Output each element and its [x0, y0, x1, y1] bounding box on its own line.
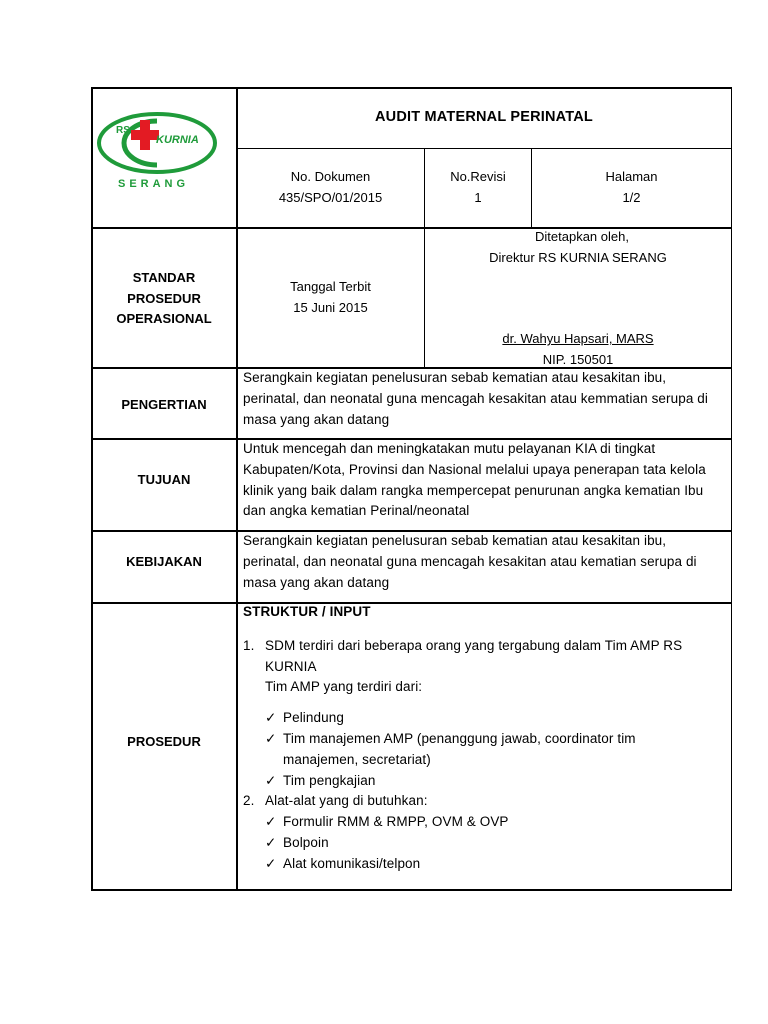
issue-date-label: Tanggal Terbit — [290, 279, 371, 294]
item-2-number: 2. — [243, 793, 255, 809]
director-title: Direktur RS KURNIA SERANG — [489, 249, 667, 265]
prosedur-item-1 — [243, 636, 729, 698]
logo-city-text: SERANG — [118, 178, 190, 190]
signer-name: dr. Wahyu Hapsari, MARS — [502, 331, 654, 346]
checklist-item-text: Bolpoin — [283, 834, 329, 850]
doc-number-cell — [237, 167, 424, 208]
logo-rs-text: RS — [116, 125, 130, 136]
revision-value: 1 — [474, 189, 482, 205]
checklist-item — [265, 771, 729, 792]
approval-cell — [425, 227, 731, 268]
sop-label — [92, 268, 236, 330]
border-bottom — [91, 889, 732, 891]
page-label: Halaman — [605, 169, 658, 184]
checkmark-icon: ✓ — [265, 730, 277, 746]
item-1-number: 1. — [243, 637, 255, 653]
checkmark-icon: ✓ — [265, 710, 277, 726]
revision-label: No.Revisi — [450, 169, 506, 184]
page-cell — [532, 167, 731, 208]
kebijakan-label: KEBIJAKAN — [126, 554, 202, 569]
checklist-item-text: Pelindung — [283, 710, 344, 726]
revision-cell — [425, 167, 531, 208]
sop-label-line: OPERASIONAL — [116, 311, 212, 326]
checklist-item — [265, 729, 729, 771]
checklist-item-text-cont: manajemen, secretariat) — [283, 751, 431, 767]
pengertian-line: masa yang akan datang — [243, 411, 390, 427]
kebijakan-text — [243, 531, 729, 593]
title-divider — [236, 148, 731, 149]
checklist-item — [265, 708, 729, 729]
checklist-item-text: Formulir RMM & RMPP, OVM & OVP — [283, 814, 509, 830]
tujuan-label: TUJUAN — [137, 472, 191, 487]
item-1-subheading: Tim AMP yang terdiri dari: — [265, 679, 423, 695]
tujuan-text — [243, 439, 729, 522]
item-1-line: SDM terdiri dari beberapa orang yang tergabung dalam Tim AMP RS — [265, 637, 683, 653]
checklist-item — [265, 812, 729, 833]
document-title: AUDIT MATERNAL PERINATAL — [375, 109, 593, 125]
pengertian-line: Serangkain kegiatan penelusuran sebab kematian atau kesakitan ibu, — [243, 370, 667, 385]
checkmark-icon: ✓ — [265, 855, 277, 871]
doc-number-value: 435/SPO/01/2015 — [278, 189, 383, 205]
issue-date-value: 15 Juni 2015 — [293, 299, 368, 315]
prosedur-item-2 — [243, 791, 729, 812]
checklist-item — [265, 854, 729, 875]
kebijakan-line: masa yang akan datang — [243, 574, 390, 590]
checklist-item — [265, 833, 729, 854]
checkmark-icon: ✓ — [265, 834, 277, 850]
tujuan-line: Kabupaten/Kota, Provinsi dan Nasional melalui upaya penerapan tata kelola — [243, 461, 706, 477]
prosedur-heading: STRUKTUR / INPUT — [243, 604, 371, 619]
checkmark-icon: ✓ — [265, 814, 277, 830]
logo-kurnia-text: KURNIA — [156, 134, 199, 146]
hospital-logo — [96, 108, 220, 198]
doc-number-label: No. Dokumen — [290, 169, 371, 184]
prosedur-content — [243, 602, 729, 875]
sop-label-line: STANDAR — [132, 270, 196, 285]
tujuan-line: klinik yang baik dalam rangka mempercepat penurunan angka kematian Ibu — [243, 482, 704, 498]
approved-by-label: Ditetapkan oleh, — [535, 229, 629, 244]
kebijakan-line: Serangkain kegiatan penelusuran sebab kematian atau kesakitan ibu, — [243, 533, 667, 548]
checkmark-icon: ✓ — [265, 772, 277, 788]
item-1-checklist — [243, 708, 729, 791]
issue-date-cell — [237, 277, 424, 318]
checklist-item-text: Alat komunikasi/telpon — [283, 855, 421, 871]
checklist-item-text: Tim manajemen AMP (penanggung jawab, coordinator tim — [283, 730, 636, 746]
pengertian-text — [243, 368, 729, 430]
prosedur-label: PROSEDUR — [127, 734, 201, 749]
tujuan-line: Untuk mencegah dan meningkatakan mutu pelayanan KIA di tingkat — [243, 441, 656, 456]
sop-label-line: PROSEDUR — [127, 290, 201, 306]
page-value: 1/2 — [622, 189, 641, 205]
kebijakan-line: perinatal, dan neonatal guna mencagah kesakitan atau kematian serupa di — [243, 553, 697, 569]
checklist-item-text: Tim pengkajian — [283, 772, 376, 788]
signature-block — [425, 329, 731, 370]
item-1-line: KURNIA — [265, 658, 317, 674]
signer-nip: NIP. 150501 — [542, 351, 614, 367]
border-top — [91, 87, 732, 89]
tujuan-line: dan angka kematian Perinal/neonatal — [243, 503, 470, 519]
pengertian-line: perinatal, dan neonatal guna mencagah kesakitan atau kemmatian serupa di — [243, 390, 709, 406]
item-2-checklist — [243, 812, 729, 874]
pengertian-label: PENGERTIAN — [121, 397, 207, 412]
item-2-text: Alat-alat yang di butuhkan: — [265, 793, 428, 809]
